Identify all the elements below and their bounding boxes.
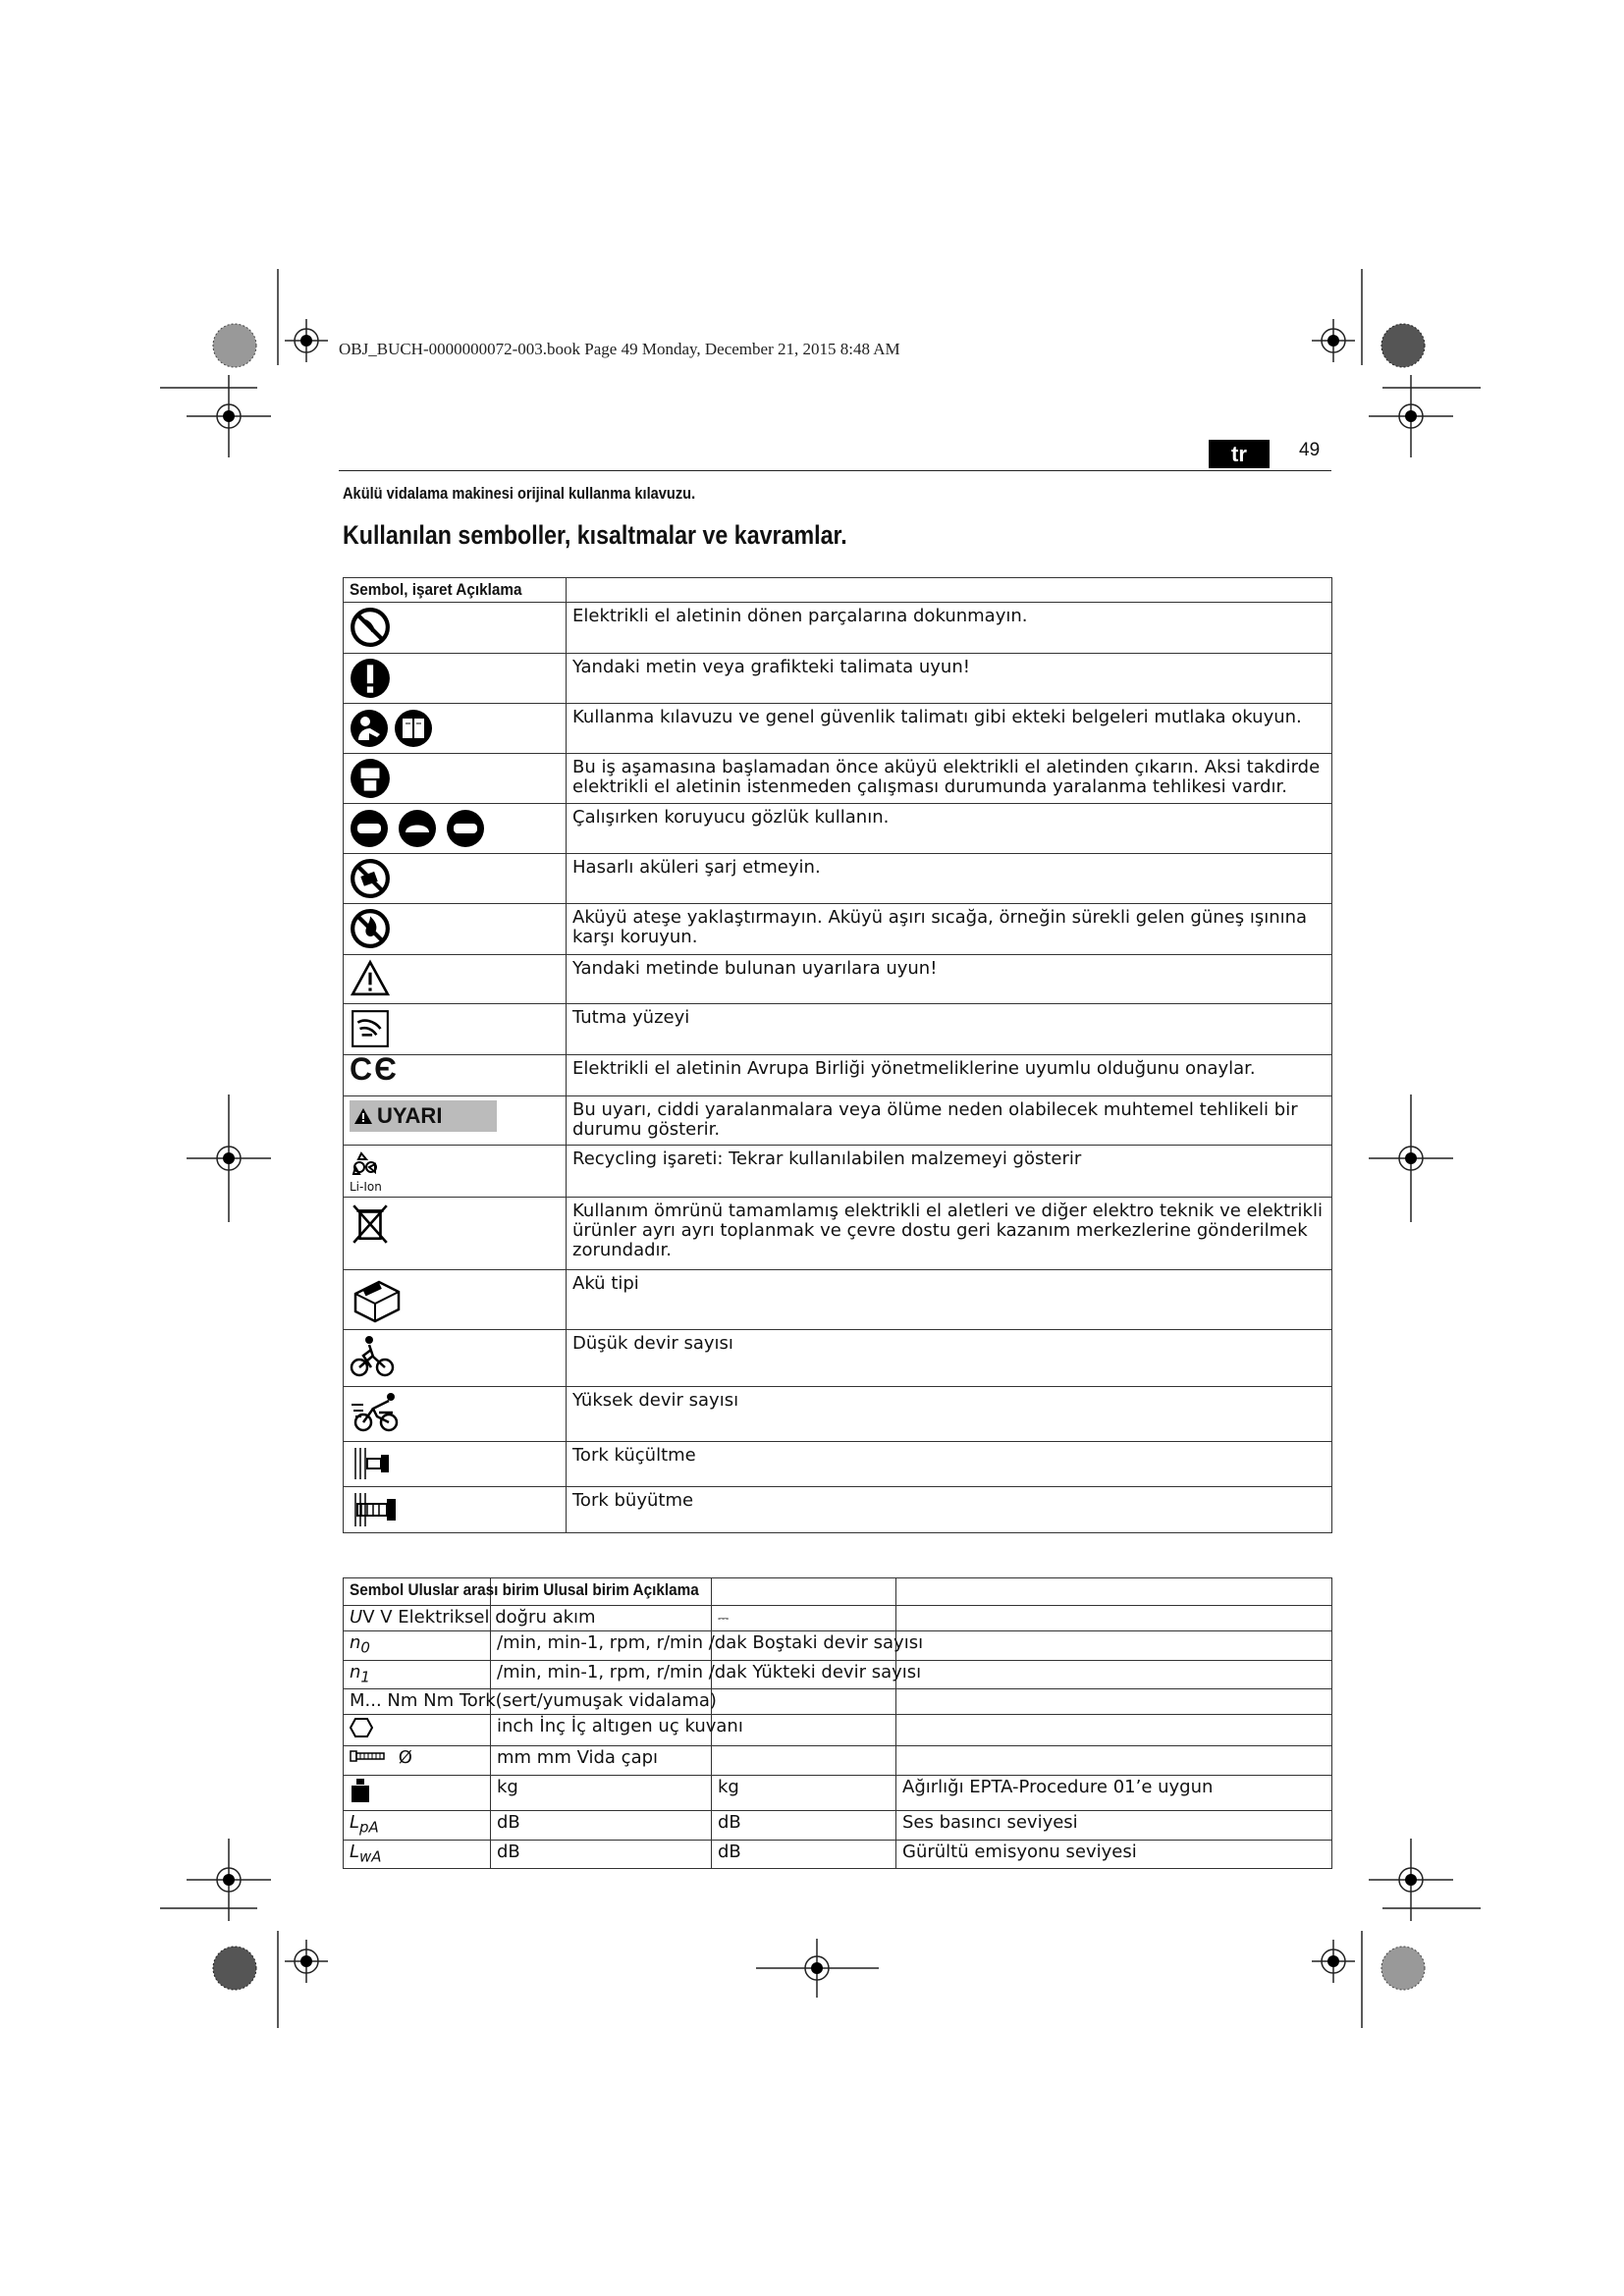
- table-row: [344, 1442, 1332, 1487]
- screw-diameter-icon: [350, 1749, 387, 1763]
- torque-decrease-icon: [350, 1446, 399, 1481]
- no-charge-damaged-battery-icon: [350, 858, 391, 899]
- dc-symbol: ⎓: [718, 1611, 730, 1627]
- table-row: [344, 1746, 1332, 1776]
- torque-increase-icon: [350, 1491, 405, 1528]
- row-text: mm mm Vida çapı: [497, 1747, 659, 1769]
- no-fire-battery-icon: [350, 908, 391, 949]
- row-text: V V Elektriksel doğru akım: [362, 1607, 596, 1628]
- row-text: Çalışırken koruyucu gözlük kullanın.: [567, 804, 1332, 854]
- row-text: Tork büyütme: [567, 1487, 1332, 1533]
- row-text: Elektrikli el aletinin dönen parçalarına dokunmayın.: [567, 603, 1332, 654]
- row-text: dB: [712, 1840, 896, 1869]
- table-row: [344, 904, 1332, 955]
- low-speed-bicycle-icon: [350, 1334, 395, 1379]
- row-text: Yüksek devir sayısı: [567, 1387, 1332, 1442]
- row-text: Recycling işareti: Tekrar kullanılabilen malzemeyi gösterir: [567, 1146, 1332, 1198]
- row-text: Elektrikli el aletinin Avrupa Birliği yönetmeliklerine uyumlu olduğunu onaylar.: [567, 1055, 1332, 1096]
- uyari-warning-label-icon: [350, 1100, 497, 1132]
- symbols-header: Sembol, işaret Açıklama: [350, 580, 522, 599]
- crossed-bin-icon: [350, 1201, 391, 1245]
- read-manual-icon: [350, 708, 438, 749]
- table-row: [344, 1004, 1332, 1055]
- table-row: [344, 1330, 1332, 1387]
- table-row: [344, 1387, 1332, 1442]
- table-row: [344, 704, 1332, 754]
- row-text: Düşük devir sayısı: [567, 1330, 1332, 1387]
- protective-goggles-icon: [350, 808, 485, 849]
- row-text: Tutma yüzeyi: [567, 1004, 1332, 1055]
- table-row: [344, 1715, 1332, 1746]
- row-text: /min, min-1, rpm, r/min /dak Yükteki devir sayısı: [497, 1661, 922, 1682]
- table-row: [344, 804, 1332, 854]
- page-title: Kullanılan semboller, kısaltmalar ve kavramlar.: [343, 520, 847, 550]
- table-row: [344, 955, 1332, 1004]
- battery-pack-icon: [350, 1274, 405, 1325]
- table-row: [344, 1631, 1332, 1661]
- row-text: Akü tipi: [567, 1270, 1332, 1330]
- row-text: Yandaki metinde bulunan uyarılara uyun!: [567, 955, 1332, 1004]
- symbol-n0: $n_0$: [350, 1632, 370, 1657]
- table-row: [344, 854, 1332, 904]
- row-text: /min, min-1, rpm, r/min /dak Boştaki devir sayısı: [497, 1632, 924, 1653]
- row-text: Aküyü ateşe yaklaştırmayın. Aküyü aşırı sıcağa, örneğin sürekli gelen güneş ışınına karşı koruyun.: [567, 904, 1332, 955]
- units-header-row: [344, 1578, 1332, 1606]
- language-badge: tr: [1209, 440, 1270, 468]
- symbol-lpa: $L_{pA}$: [350, 1812, 379, 1837]
- symbol-lwa: $L_{wA}$: [350, 1841, 382, 1866]
- table-row: [344, 1776, 1332, 1811]
- row-text: Kullanım ömrünü tamamlamış elektrikli el aletleri ve diğer elektro teknik ve elektrikli ürünler ayrı ayrı toplanmak ve çevre dostu geri kazanım merkezlerine gönderilmek zorundadır.: [567, 1198, 1332, 1270]
- li-ion-label: Li-Ion: [350, 1180, 382, 1194]
- grip-surface-icon: [350, 1008, 391, 1049]
- symbols-table: [343, 577, 1332, 1533]
- table-row: [344, 1055, 1332, 1096]
- table-row: [344, 1096, 1332, 1146]
- table-row: [344, 754, 1332, 804]
- recycling-li-ion-icon: [350, 1149, 393, 1183]
- symbol-u: U: [350, 1607, 363, 1628]
- no-touch-rotating-icon: [350, 607, 391, 648]
- mandatory-exclamation-icon: [350, 658, 391, 699]
- manual-subtitle: Akülü vidalama makinesi orijinal kullanma kılavuzu.: [343, 484, 696, 503]
- header-rule: [339, 470, 1331, 471]
- row-text: Bu iş aşamasına başlamadan önce aküyü elektrikli el aletinden çıkarın. Aksi takdirde elektrikli el aletinin istenmeden çalışması durumunda yaralanma tehlikesi vardır.: [567, 754, 1332, 804]
- row-text: dB: [491, 1811, 712, 1841]
- table-row: [344, 1146, 1332, 1198]
- print-header: OBJ_BUCH-0000000072-003.book Page 49 Monday, December 21, 2015 8:48 AM: [339, 340, 900, 358]
- table-row: [344, 1487, 1332, 1533]
- row-text: Gürültü emisyonu seviyesi: [896, 1840, 1332, 1869]
- page-number: 49: [1299, 440, 1321, 460]
- symbol-n1: $n_1$: [350, 1661, 370, 1686]
- row-text: Bu uyarı, ciddi yaralanmalara veya ölüme neden olabilecek muhtemel tehlikeli bir durumu gösterir.: [567, 1096, 1332, 1146]
- row-text: Ağırlığı EPTA-Procedure 01’e uygun: [896, 1776, 1332, 1811]
- row-text: dB: [491, 1840, 712, 1869]
- table-row: [344, 1198, 1332, 1270]
- hexagon-icon: [350, 1717, 373, 1738]
- row-text: inch İnç İç altıgen uç kuvanı: [497, 1716, 743, 1737]
- table-row: [344, 1811, 1332, 1841]
- units-table: [343, 1577, 1332, 1869]
- table-row: [344, 654, 1332, 704]
- warning-triangle-icon: [350, 959, 391, 998]
- remove-battery-icon: [350, 758, 391, 799]
- table-row: [344, 1840, 1332, 1869]
- row-text: M... Nm Nm Tork(sert/yumuşak vidalama): [350, 1690, 717, 1712]
- uyari-label: UYARI: [377, 1103, 443, 1128]
- row-text: Hasarlı aküleri şarj etmeyin.: [567, 854, 1332, 904]
- row-text: Yandaki metin veya grafikteki talimata uyun!: [567, 654, 1332, 704]
- row-text: Ses basıncı seviyesi: [896, 1811, 1332, 1841]
- high-speed-bicycle-icon: [350, 1391, 405, 1434]
- row-text: kg: [491, 1776, 712, 1811]
- table-row: [344, 1606, 1332, 1631]
- table-row: [344, 603, 1332, 654]
- units-header: Sembol Uluslar arası birim Ulusal birim Açıklama: [350, 1580, 699, 1599]
- row-text: Tork küçültme: [567, 1442, 1332, 1487]
- weight-icon: [350, 1778, 371, 1803]
- diameter-symbol: Ø: [398, 1747, 412, 1769]
- table-row: [344, 1689, 1332, 1715]
- row-text: kg: [712, 1776, 896, 1811]
- row-text: dB: [712, 1811, 896, 1841]
- symbols-header-row: [344, 578, 1332, 603]
- ce-mark-icon: CЄ: [350, 1051, 399, 1087]
- table-row: [344, 1270, 1332, 1330]
- row-text: Kullanma kılavuzu ve genel güvenlik talimatı gibi ekteki belgeleri mutlaka okuyun.: [567, 704, 1332, 754]
- table-row: [344, 1660, 1332, 1689]
